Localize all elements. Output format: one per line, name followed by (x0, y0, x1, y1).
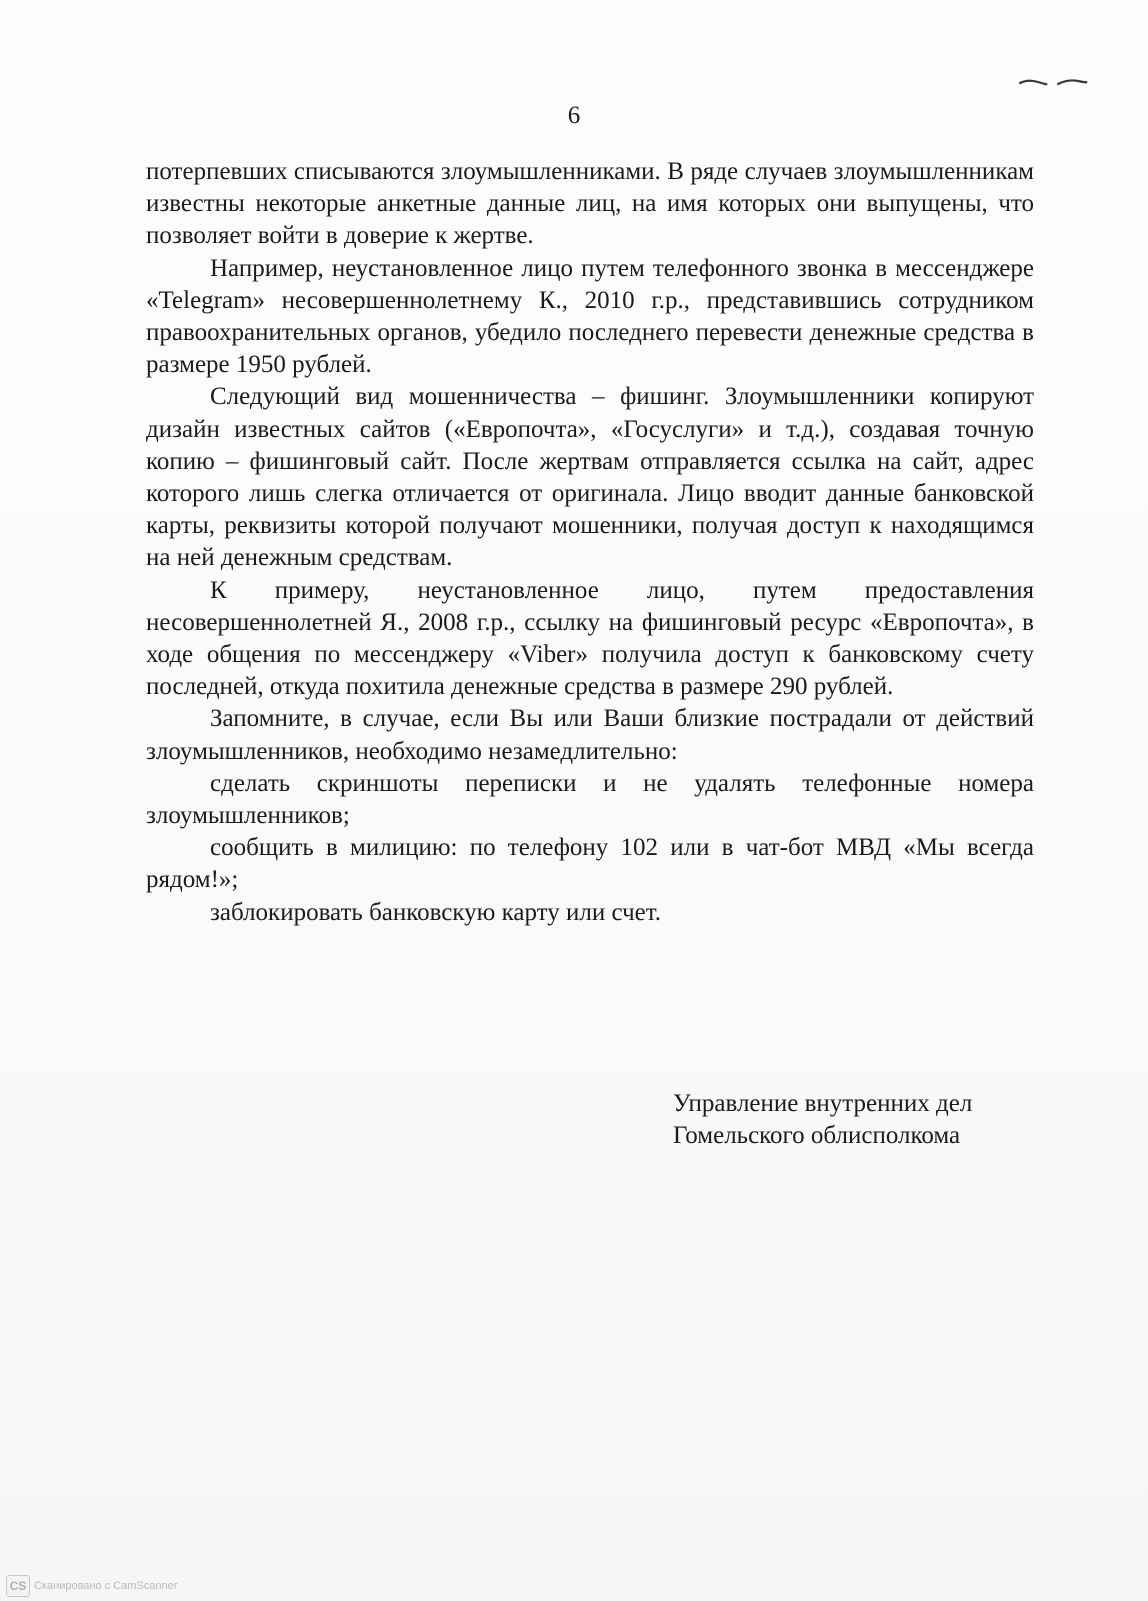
paragraph-2: Например, неустановленное лицо путем телефонного звонка в мессенджере «Telegram» несовершеннолетнему К., 2010 г.р., представившись сотрудником правоохранительных органов, убедило последнего перевести денежные средства в размере 1950 рублей. (146, 254, 1034, 379)
watermark-text: Сканировано с CamScanner (34, 1580, 178, 1592)
signature-line-2: Гомельского облисполкома (673, 1122, 961, 1149)
list-item-report-police: сообщить в милицию: по телефону 102 или в чат-бот МВД «Мы всегда рядом!»; (146, 834, 1034, 894)
page-number: 6 (567, 102, 581, 129)
paragraph-3: Следующий вид мошенничества – фишинг. Злоумышленники копируют дизайн известных сайтов («Европочта», «Госуслуги» и т.д.), создавая точную копию – фишинговый сайт. После жертвам отправляется ссылка на сайт, адрес которого лишь слегка отличается от оригинала. Лицо вводит данные банковской карты, реквизиты которой получают мошенники, получая доступ к находящимся на ней денежным средствам. (146, 383, 1034, 572)
document-body (146, 156, 1034, 929)
signature-line-1: Управление внутренних дел (673, 1090, 973, 1117)
paragraph-1: потерпевших списываются злоумышленниками. В ряде случаев злоумышленникам известны некоторые анкетные данные лиц, на имя которых они выпущены, что позволяет войти в доверие к жертве. (146, 158, 1034, 250)
list-item-block-card: заблокировать банковскую карту или счет. (210, 898, 662, 926)
paragraph-4: К примеру, неустановленное лицо, путем предоставления несовершеннолетней Я., 2008 г.р., ссылку на фишинговый ресурс «Европочта», в ходе общения по мессенджеру «Viber» получила доступ к банковскому счету последней, откуда похитила денежные средства в размере 290 рублей. (146, 576, 1034, 701)
paragraph-5: Запомните, в случае, если Вы или Ваши близкие пострадали от действий злоумышленников, необходимо незамедлительно: (146, 705, 1034, 765)
list-item-screenshots: сделать скриншоты переписки и не удалять телефонные номера злоумышленников; (146, 769, 1034, 830)
scan-artifact-mark (1018, 76, 1088, 88)
scanner-watermark (6, 1575, 177, 1597)
signature-block (673, 1088, 972, 1152)
camscanner-logo-icon: CS (6, 1575, 30, 1597)
